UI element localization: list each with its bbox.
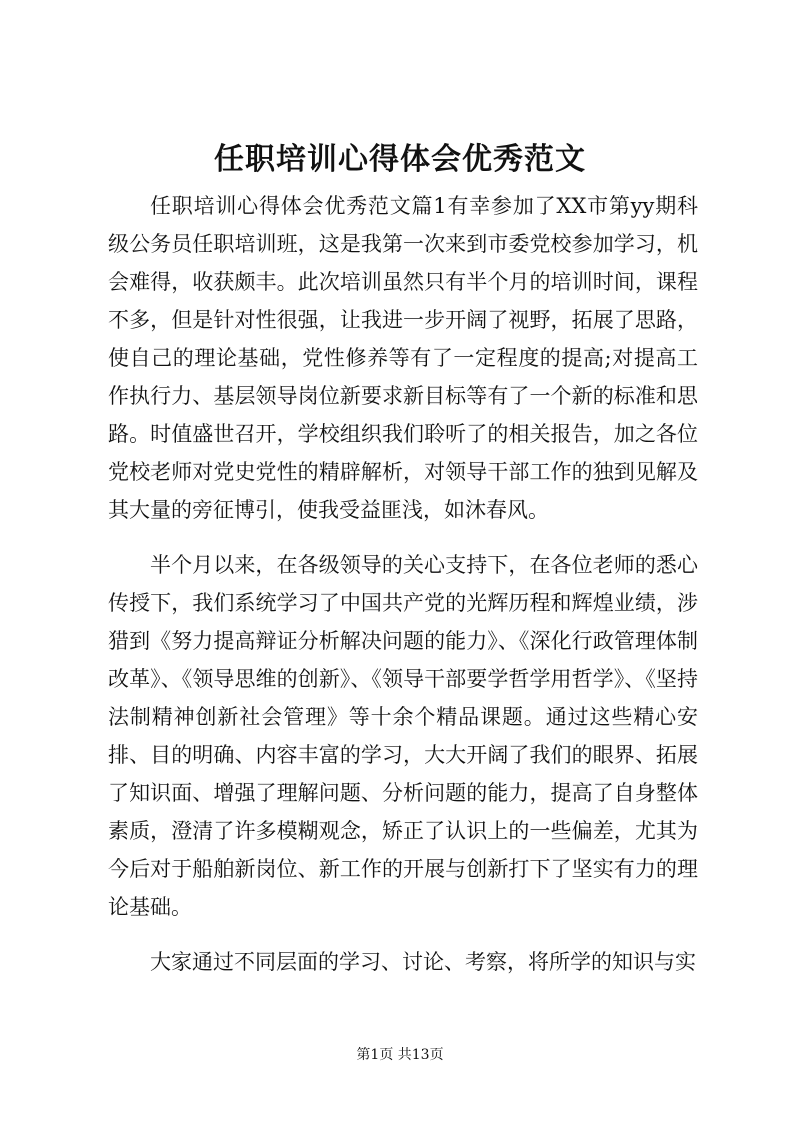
document-title: 任职培训心得体会优秀范文 [214,142,586,177]
paragraph: 半个月以来，在各级领导的关心支持下，在各位老师的悉心传授下，我们系统学习了中国共产党的光辉历程和辉煌业绩，涉猎到《努力提高辩证分析解决问题的能力》、《深化行政管理体制改革》、《领导思维的创新》、《领导干部要学哲学用哲学》、《坚持法制精神创新社会管理》等十余个精品课题。通过这些精心安排、目的明确、内容丰富的学习，大大开阔了我们的眼界、拓展了知识面、增强了理解问题、分析问题的能力，提高了自身整体素质，澄清了许多模糊观念，矫正了认识上的一些偏差，尤其为今后对于船舶新岗位、新工作的开展与创新打下了坚实有力的理论基础。 [108,553,698,919]
paragraph: 大家通过不同层面的学习、讨论、考察，将所学的知识与实 [150,950,696,974]
page-footer: 第1页 共13页 [356,1047,444,1063]
paragraph: 任职培训心得体会优秀范文篇1有幸参加了XX市第yy期科级公务员任职培训班，这是我第一次来到市委党校参加学习，机会难得，收获颇丰。此次培训虽然只有半个月的培训时间，课程不多，但是针对性很强，让我进一步开阔了视野，拓展了思路，使自己的理论基础，党性修养等有了一定程度的提高;对提高工作执行力、基层领导岗位新要求新目标等有了一个新的标准和思路。时值盛世召开，学校组织我们聆听了的相关报告，加之各位党校老师对党史党性的精辟解析，对领导干部工作的独到见解及其大量的旁征博引，使我受益匪浅，如沐春风。 [108,194,698,522]
document-body [108,187,698,998]
